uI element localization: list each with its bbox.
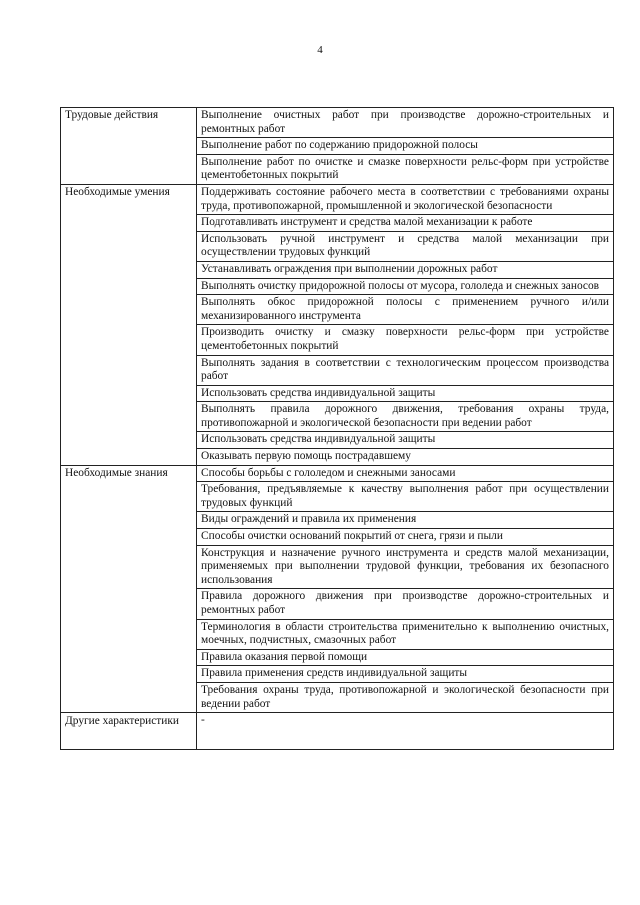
page-number: 4 — [317, 44, 323, 56]
requirement-item: Конструкция и назначение ручного инструмента и средств малой механизации, применяемых при выполнении трудовой функции, требования их безопасного использования — [197, 545, 614, 589]
table-row — [61, 108, 614, 138]
requirement-item: Выполнение очистных работ при производстве дорожно-строительных и ремонтных работ — [197, 108, 614, 138]
requirement-item: Производить очистку и смазку поверхности рельс-форм при устройстве цементобетонных покрытий — [197, 325, 614, 355]
requirement-item: Оказывать первую помощь пострадавшему — [197, 449, 614, 466]
table-row — [61, 465, 614, 482]
requirement-item: Выполнять очистку придорожной полосы от мусора, гололеда и снежных заносов — [197, 278, 614, 295]
other-characteristics-value: - — [197, 713, 614, 750]
requirement-item: Выполнять задания в соответствии с технологическим процессом производства работ — [197, 355, 614, 385]
table-row — [61, 713, 614, 750]
other-characteristics-heading: Другие характеристики — [61, 713, 197, 750]
table-row — [61, 184, 614, 214]
requirement-item: Терминология в области строительства применительно к выполнению очистных, моечных, подчистных, смазочных работ — [197, 619, 614, 649]
requirement-item: Устанавливать ограждения при выполнении дорожных работ — [197, 261, 614, 278]
requirement-item: Правила оказания первой помощи — [197, 649, 614, 666]
requirement-item: Требования охраны труда, противопожарной и экологической безопасности при ведении работ — [197, 682, 614, 712]
section-heading: Необходимые знания — [61, 465, 197, 713]
requirement-item: Выполнять обкос придорожной полосы с применением ручного и/или механизированного инструмента — [197, 295, 614, 325]
requirement-item: Выполнение работ по содержанию придорожной полосы — [197, 138, 614, 155]
requirement-item: Правила дорожного движения при производстве дорожно-строительных и ремонтных работ — [197, 589, 614, 619]
requirement-item: Выполнение работ по очистке и смазке поверхности рельс-форм при устройстве цементобетонных покрытий — [197, 154, 614, 184]
requirement-item: Использовать средства индивидуальной защиты — [197, 385, 614, 402]
requirement-item: Способы борьбы с гололедом и снежными заносами — [197, 465, 614, 482]
requirement-item: Поддерживать состояние рабочего места в соответствии с требованиями охраны труда, противопожарной, промышленной и экологической безопасности — [197, 184, 614, 214]
section-heading: Трудовые действия — [61, 108, 197, 185]
requirement-item: Правила применения средств индивидуальной защиты — [197, 666, 614, 683]
labor-functions-table — [60, 107, 614, 750]
requirement-item: Способы очистки оснований покрытий от снега, грязи и пыли — [197, 529, 614, 546]
requirement-item: Выполнять правила дорожного движения, требования охраны труда, противопожарной и экологической безопасности при ведении работ — [197, 402, 614, 432]
requirement-item: Использовать средства индивидуальной защиты — [197, 432, 614, 449]
requirement-item: Требования, предъявляемые к качеству выполнения работ при осуществлении трудовых функций — [197, 482, 614, 512]
requirement-item: Подготавливать инструмент и средства малой механизации к работе — [197, 215, 614, 232]
requirement-item: Виды ограждений и правила их применения — [197, 512, 614, 529]
requirement-item: Использовать ручной инструмент и средства малой механизации при осуществлении трудовых функций — [197, 231, 614, 261]
section-heading: Необходимые умения — [61, 184, 197, 465]
table-body — [61, 108, 614, 750]
